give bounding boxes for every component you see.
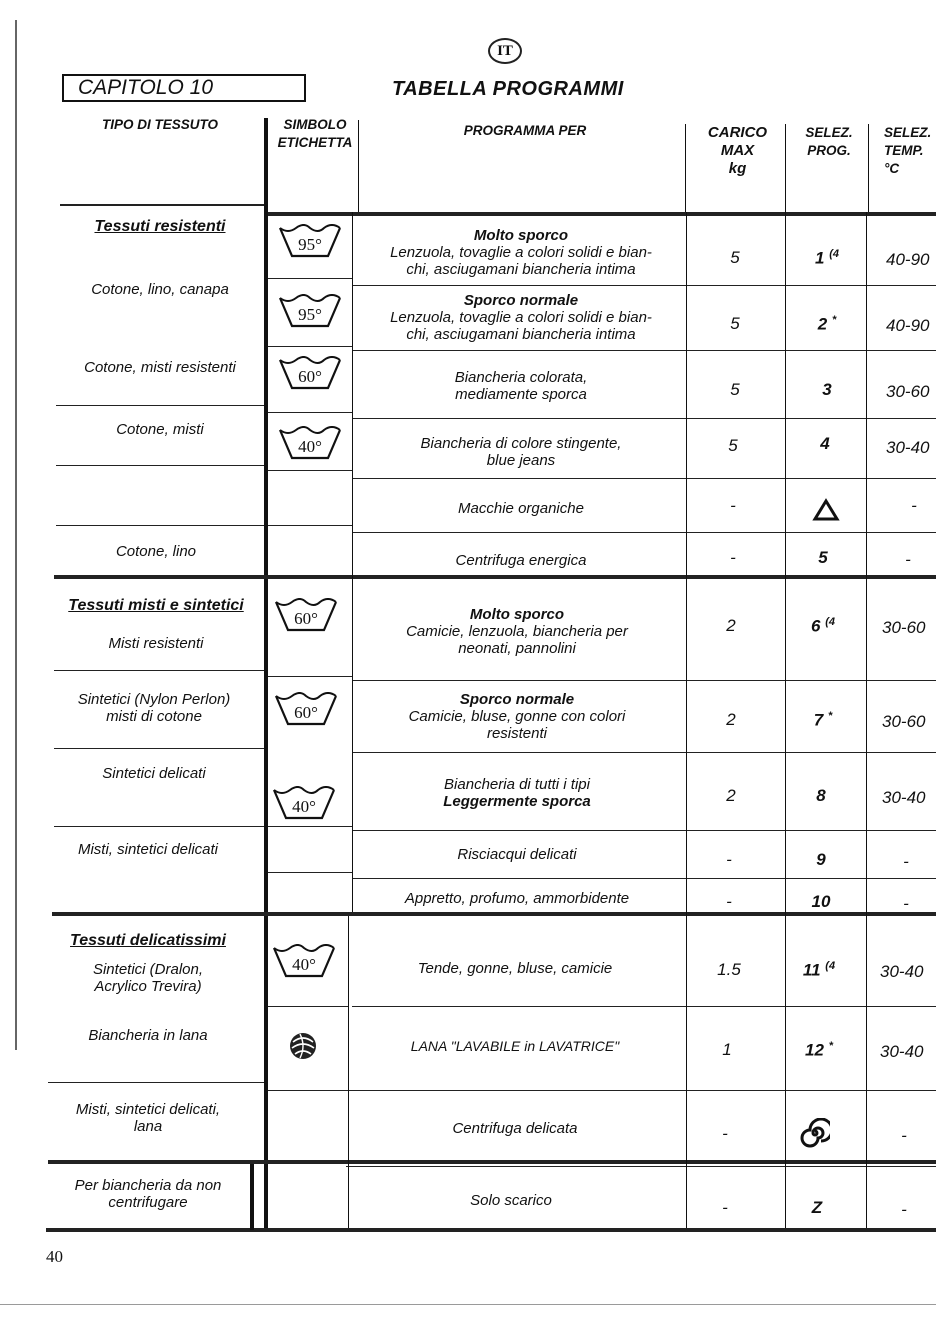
program-cell — [358, 288, 684, 346]
row-rule — [54, 748, 264, 749]
row-rule — [352, 350, 936, 351]
row-rule — [56, 465, 264, 466]
header-symbol: SIMBOLO ETICHETTA — [277, 117, 353, 150]
program-desc: Biancheria di tutti i tipi — [444, 776, 590, 793]
header-program: PROGRAMMA PER — [463, 123, 587, 138]
prog-select-value: 8 — [816, 786, 826, 805]
row-rule — [346, 1166, 936, 1167]
program-title: Sporco normale — [463, 291, 579, 309]
fabric-synthetic-dralon: Sintetici (Dralon, Acrylico Trevira) — [92, 961, 204, 995]
language-badge: IT — [488, 38, 522, 64]
fabric-cotton-linen-hemp: Cotone, lino, canapa — [91, 280, 229, 298]
program-desc: Centrifuga energica — [455, 551, 587, 569]
col-divider-prog-top — [868, 124, 869, 212]
svg-text:40°: 40° — [292, 955, 316, 974]
section-separator — [54, 575, 936, 579]
wool-ball-icon — [286, 1030, 320, 1062]
margin-rule — [15, 20, 17, 1050]
prog-number: 12 — [805, 1040, 824, 1060]
header-load: CARICO MAX kg — [707, 124, 768, 177]
col-divider-fabric — [264, 118, 268, 1230]
load-value: 5 — [730, 380, 740, 399]
svg-text:60°: 60° — [298, 367, 322, 386]
prog-number: 7 — [813, 710, 824, 730]
prog-note: (4 — [825, 616, 835, 628]
temp-value: - — [901, 1200, 907, 1219]
load-value: 2 — [726, 786, 736, 805]
temp-value: - — [911, 496, 917, 515]
wash-tub-icon — [278, 356, 342, 390]
col-divider-symbol — [348, 916, 349, 1228]
prog-note: * — [827, 710, 833, 722]
temp-value: - — [905, 550, 911, 569]
row-rule — [352, 878, 936, 879]
row-rule — [54, 670, 264, 671]
row-rule — [352, 418, 936, 419]
fabric-cotton-linen: Cotone, lino — [115, 542, 197, 560]
prog-select-value — [786, 616, 860, 637]
program-desc: Appretto, profumo, ammorbidente — [404, 889, 630, 907]
svg-text:95°: 95° — [298, 235, 322, 254]
program-desc: Camicie, lenzuola, biancheria per neonati, pannolini — [406, 622, 628, 657]
program-desc: Risciacqui delicati — [457, 845, 577, 863]
temp-value: 30-40 — [880, 1042, 924, 1061]
program-desc: Tende, gonne, bluse, camicie — [417, 959, 613, 977]
load-value: - — [726, 892, 732, 911]
fabric-mixed-synthetic-delicate: Misti, sintetici delicati — [77, 840, 219, 858]
program-cell — [358, 222, 684, 282]
prog-select-value: 10 — [811, 892, 831, 911]
row-rule — [268, 1006, 348, 1007]
load-value: 5 — [730, 248, 740, 267]
row-rule — [352, 680, 936, 681]
fabric-wool-linen: Biancheria in lana — [88, 1026, 208, 1044]
col-divider-symbol-top — [358, 120, 359, 212]
row-rule — [268, 872, 352, 873]
fabric-mixed-resistant: Misti resistenti — [108, 634, 204, 652]
prog-select-value: Z — [811, 1198, 823, 1217]
program-desc: Centrifuga delicata — [452, 1119, 578, 1137]
row-rule — [352, 752, 936, 753]
prog-select-value — [782, 960, 856, 981]
temp-value: 30-40 — [882, 788, 926, 807]
col-divider-program-top — [685, 124, 686, 212]
svg-text:40°: 40° — [298, 437, 322, 456]
load-value: 5 — [728, 436, 738, 455]
row-rule — [268, 525, 352, 526]
section-separator — [52, 912, 936, 916]
prog-select-value: 5 — [818, 548, 828, 567]
row-rule — [268, 346, 352, 347]
prog-select-value — [790, 314, 864, 335]
wash-tub-icon — [278, 294, 342, 328]
load-value: 1 — [722, 1040, 732, 1059]
program-title: Molto sporco — [473, 226, 569, 244]
program-title: Molto sporco — [469, 605, 565, 623]
program-desc: Biancheria di colore stingente, blue jeans — [420, 435, 622, 469]
load-value: - — [730, 496, 736, 515]
row-rule — [268, 412, 352, 413]
prog-number: 2 — [817, 314, 828, 334]
col-divider-symbol — [352, 212, 353, 912]
temp-value: - — [903, 852, 909, 871]
row-rule — [346, 1090, 936, 1091]
program-title: Sporco normale — [459, 690, 575, 708]
row-rule — [352, 830, 936, 831]
triangle-icon — [812, 498, 840, 522]
col-divider-load-top — [785, 124, 786, 212]
temp-value: 30-60 — [882, 712, 926, 731]
fabric-mixed-synth-delicate-wool: Misti, sintetici delicati, lana — [75, 1101, 221, 1135]
prog-number: 6 — [811, 616, 821, 636]
temp-value: - — [901, 1126, 907, 1145]
program-desc: Lenzuola, tovaglie a colori solidi e bian- chi, asciugamani biancheria intima — [390, 308, 652, 343]
wash-tub-icon — [274, 692, 338, 726]
header-fabric: TIPO DI TESSUTO — [101, 117, 218, 132]
row-rule — [268, 1090, 346, 1091]
temp-value: 30-60 — [886, 382, 930, 401]
page-number: 40 — [46, 1247, 63, 1266]
row-rule — [268, 278, 352, 279]
wash-tub-icon — [278, 224, 342, 258]
prog-note: * — [828, 1040, 833, 1052]
svg-text:60°: 60° — [294, 609, 318, 628]
row-rule — [268, 676, 352, 677]
load-value: 2 — [726, 710, 736, 729]
section-separator — [48, 1160, 936, 1164]
table-bottom-rule — [46, 1228, 936, 1232]
header-temp-select: SELEZ. TEMP. °C — [884, 125, 932, 176]
wash-tub-icon — [272, 786, 336, 820]
temp-value: 30-40 — [880, 962, 924, 981]
prog-select-value: 9 — [816, 850, 826, 869]
load-value: - — [730, 548, 736, 567]
prog-select-value: 3 — [822, 380, 832, 399]
header-rule-right — [268, 212, 936, 216]
temp-value: 30-60 — [882, 618, 926, 637]
fabric-cotton-mixed: Cotone, misti — [116, 420, 204, 438]
group-resistant: Tessuti resistenti — [94, 217, 226, 235]
wash-tub-icon — [272, 944, 336, 978]
prog-note: (4 — [825, 960, 836, 972]
fabric-synthetic-delicate: Sintetici delicati — [102, 764, 206, 782]
page-title: TABELLA PROGRAMMI — [392, 78, 624, 100]
row-rule — [352, 1006, 936, 1007]
load-value: 1.5 — [717, 960, 741, 979]
bottom-rule — [0, 1304, 936, 1305]
row-rule — [48, 1082, 264, 1083]
prog-select-value — [790, 248, 864, 269]
temp-value: 40-90 — [886, 250, 930, 269]
load-value: - — [722, 1124, 728, 1143]
prog-select-value — [786, 710, 860, 731]
load-value: - — [726, 850, 732, 869]
program-cell — [354, 600, 680, 662]
fabric-synthetic-nylon: Sintetici (Nylon Perlon) misti di cotone — [77, 691, 231, 725]
header-prog-select: SELEZ. PROG. — [805, 125, 853, 158]
row-rule — [268, 826, 352, 827]
load-value: - — [722, 1198, 728, 1217]
svg-text:60°: 60° — [294, 703, 318, 722]
load-value: 5 — [730, 314, 740, 333]
row-rule — [268, 470, 352, 471]
svg-text:95°: 95° — [298, 305, 322, 324]
row-rule — [56, 525, 264, 526]
chapter-label: CAPITOLO 10 — [62, 74, 306, 102]
row-rule — [352, 478, 936, 479]
group-mixed-synthetic: Tessuti misti e sintetici — [68, 596, 244, 614]
temp-value: 30-40 — [886, 438, 930, 457]
fabric-no-spin: Per biancheria da non centrifugare — [74, 1177, 222, 1211]
program-desc: Camicie, bluse, gonne con colori resistenti — [408, 707, 626, 742]
group-very-delicate: Tessuti delicatissimi — [70, 931, 226, 949]
row-rule — [54, 826, 264, 827]
col-divider-fabric-bottom — [250, 1164, 254, 1230]
program-cell — [354, 688, 680, 744]
program-desc: Lenzuola, tovaglie a colori solidi e bian- chi, asciugamani biancheria intima — [390, 243, 652, 278]
program-desc: Macchie organiche — [458, 499, 584, 517]
temp-value: - — [903, 894, 909, 913]
temp-value: 40-90 — [886, 316, 930, 335]
col-divider-prog — [866, 212, 867, 1228]
load-value: 2 — [726, 616, 736, 635]
prog-number: 11 — [802, 960, 821, 980]
program-desc: LANA "LAVABILE in LAVATRICE" — [410, 1037, 620, 1054]
wash-tub-icon — [278, 426, 342, 460]
fabric-cotton-mixed-resistant: Cotone, misti resistenti — [84, 358, 236, 376]
row-rule — [352, 285, 936, 286]
row-rule — [352, 532, 936, 533]
prog-number: 1 — [815, 248, 825, 268]
svg-text:40°: 40° — [292, 797, 316, 816]
row-rule — [56, 405, 264, 406]
prog-note: (4 — [829, 248, 839, 260]
program-desc: Solo scarico — [470, 1191, 552, 1209]
wash-tub-icon — [274, 598, 338, 632]
program-title: Leggermente sporca — [443, 793, 591, 810]
program-cell — [354, 772, 680, 814]
program-desc: Biancheria colorata, mediamente sporca — [454, 369, 588, 403]
prog-select-value: 4 — [820, 434, 830, 453]
spiral-icon — [800, 1118, 830, 1148]
header-rule-left — [60, 204, 264, 206]
prog-select-value — [782, 1040, 856, 1061]
prog-note: * — [831, 314, 837, 326]
